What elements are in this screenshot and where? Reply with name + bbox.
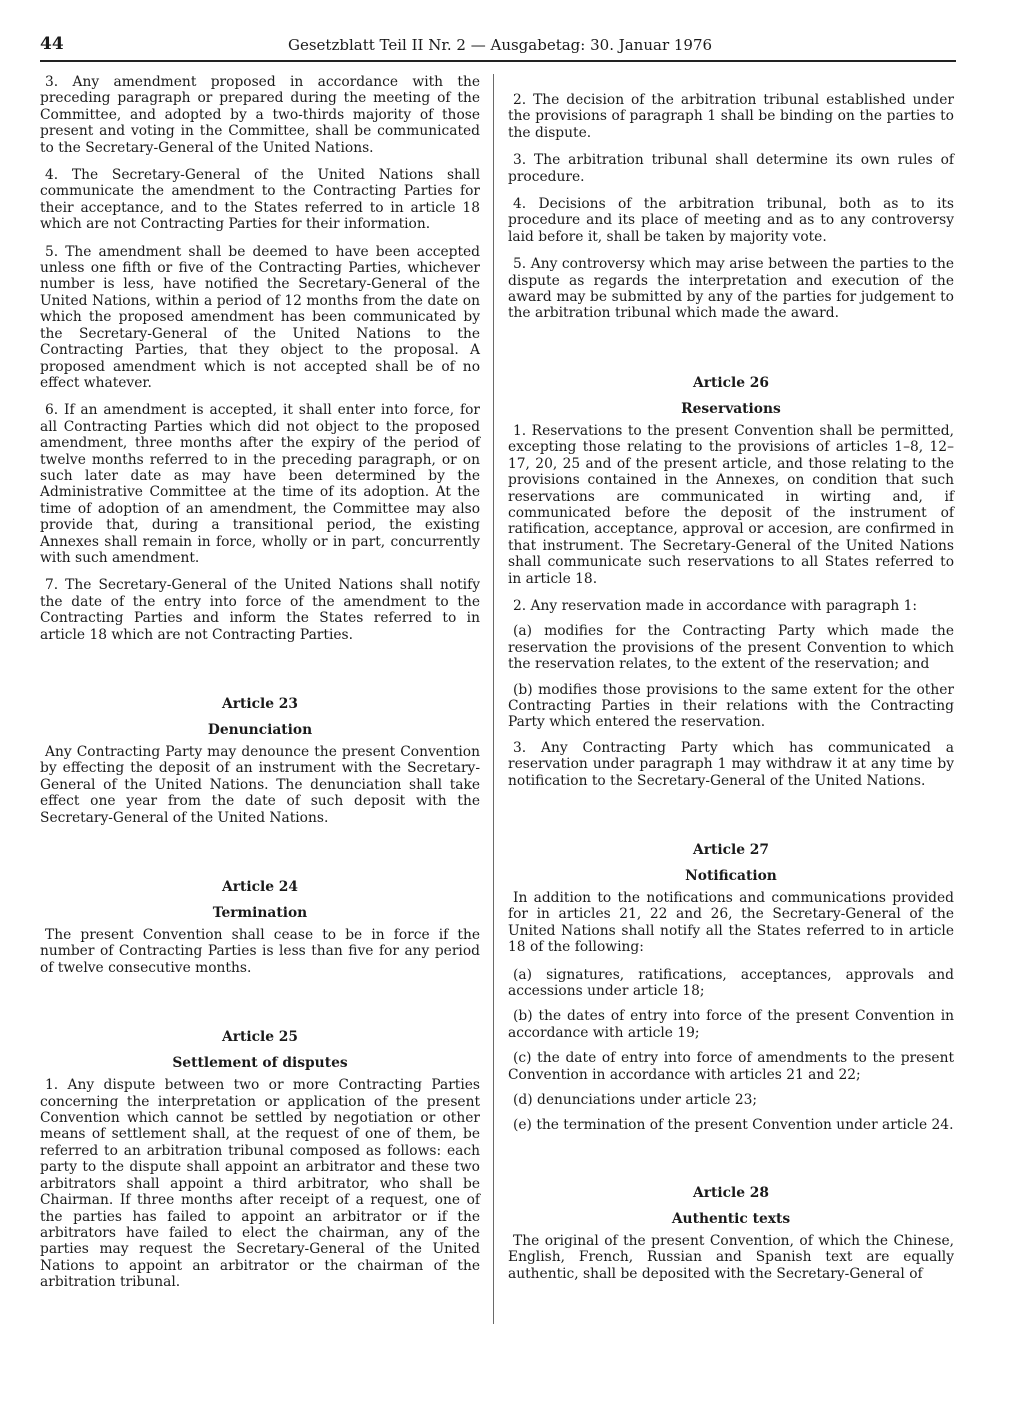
art22-para-6: 6. If an amendment is accepted, it shall enter into force, for all Contracting Parties which did not object to the proposed amendment, three months after the expiry of the period of twelve months referred to in the preceding paragraph, or on such later date as may have been determined by the Administrative Committee at the time of its adoption. At the time of adoption of an amendment, the Committee may also provide that, during a transitional period, the existing Annexes shall remain in force, wholly or in part, concurrently with such amendment. (40, 402, 480, 566)
art25-para-3: 3. The arbitration tribunal shall determine its own rules of procedure. (508, 152, 954, 185)
art26-item-b: (b) modifies those provisions to the same extent for the other Contracting Parties in their relations with the Contracting Party which entered the reservation. (508, 681, 954, 731)
article-27-title: Notification (685, 868, 777, 884)
art26-para-1: 1. Reservations to the present Convention shall be permitted, excepting those relating to the provisions of articles 1–8, 12–17, 20, 25 and of the present article, and those relating to the provisions contained in the Annexes, on condition that such reservations are communicated in wirting and, if communicated before the deposit of the instrument of ratification, acceptance, approval or accesion, are confirmed in that instrument. The Secretary-General of the United Nations shall communicate such reservations to all States referred to in article 18. (508, 422, 954, 587)
article-25-title: Settlement of disputes (172, 1055, 348, 1072)
art25-para-5: 5. Any controversy which may arise between the parties to the dispute as regards the interpretation and execution of the award may be submitted by any of the parties for judgement to the arbitration tribunal which made the award. (508, 256, 954, 322)
article-26-title: Reservations (681, 400, 781, 417)
page-number: 44 (40, 34, 64, 54)
article-27-number: Article 27 (692, 842, 769, 858)
art28-para-1: The original of the present Convention, of which the Chinese, English, French, Russian and Spanish text are equally authentic, shall be deposited with the Secretary-General of (508, 1232, 954, 1282)
article-28-title: Authentic texts (671, 1210, 791, 1227)
article-24-title: Termination (212, 905, 308, 922)
art22-para-5: 5. The amendment shall be deemed to have been accepted unless one fifth or five of the Contracting Parties, whichever number is less, have notified the Secretary-General of the United Nations, within a period of 12 months from the date on which the proposed amendment has been communicated by the Secretary-General of the United Nations to the Contracting Parties, that they object to the proposal. A proposed amendment which is not accepted shall be of no effect whatever. (40, 243, 480, 391)
art22-para-3: 3. Any amendment proposed in accordance with the preceding paragraph or prepared during the meeting of the Committee, and adopted by a two-thirds majority of those present and voting in the Committee, shall be communicated to the Secretary-General of the United Nations. (40, 74, 480, 156)
article-28-number: Article 28 (692, 1184, 769, 1201)
art27-item-c: (c) the date of entry into force of amendments to the present Convention in accordance with articles 21 and 22; (508, 1050, 954, 1083)
art27-item-e: (e) the termination of the present Convention under article 24. (513, 1117, 954, 1134)
header-rule (40, 60, 956, 62)
art27-item-a: (a) signatures, ratifications, acceptances, approvals and accessions under article 18; (508, 966, 954, 1000)
art26-para-2: 2. Any reservation made in accordance with paragraph 1: (513, 597, 918, 614)
art25-para-2: 2. The decision of the arbitration tribunal established under the provisions of paragraph 1 shall be binding on the parties to the dispute. (508, 92, 954, 141)
art27-item-b: (b) the dates of entry into force of the present Convention in accordance with article 19; (508, 1008, 954, 1041)
art26-item-a: (a) modifies for the Contracting Party which made the reservation the provisions of the present Convention to which the reservation relates, to the extent of the reservation; and (508, 623, 954, 673)
article-25-number: Article 25 (221, 1029, 298, 1046)
column-divider (493, 74, 494, 1324)
art27-item-d: (d) denunciations under article 23; (513, 1092, 758, 1109)
running-header: Gesetzblatt Teil II Nr. 2 — Ausgabetag: 30. Januar 1976 (288, 36, 713, 54)
right-column (508, 92, 954, 1293)
article-24-number: Article 24 (221, 879, 298, 896)
left-column (40, 74, 480, 1302)
art26-para-3: 3. Any Contracting Party which has communicated a reservation under paragraph 1 may withdraw it at any time by notification to the Secretary-General of the United Nations. (508, 739, 954, 789)
art27-intro: In addition to the notifications and communications provided for in articles 21, 22 and 26, the Secretary-General of the United Nations shall notify all the States referred to in article 18 of the following: (508, 890, 954, 956)
art25-para-4: 4. Decisions of the arbitration tribunal, both as to its procedure and its place of meeting and as to any controversy laid before it, shall be taken by majority vote. (508, 196, 954, 245)
article-23-number: Article 23 (221, 696, 298, 712)
article-23-title: Denunciation (207, 722, 313, 738)
art25-para-1: 1. Any dispute between two or more Contracting Parties concerning the interpretation or application of the present Convention which cannot be settled by negotiation or other means of settlement shall, at the request of one of them, be referred to an arbitration tribunal composed as follows: each party to the dispute shall appoint an arbitrator and these two arbitrators shall appoint a third arbitrator, who shall be Chairman. If three months after receipt of a request, one of the parties has failed to appoint an arbitrator or if the arbitrators have failed to elect the chairman, any of the parties may request the Secretary-General of the United Nations to appoint an arbitrator or the chairman of the arbitration tribunal. (40, 1077, 480, 1291)
art24-para-1: The present Convention shall cease to be in force if the number of Contracting Parties is less than five for any period of twelve consecutive months. (40, 927, 480, 976)
art22-para-4: 4. The Secretary-General of the United Nations shall communicate the amendment to the Contracting Parties for their acceptance, and to the States referred to in article 18 which are not Contracting Parties for their information. (40, 167, 480, 233)
art23-para-1: Any Contracting Party may denounce the present Convention by effecting the deposit of an instrument with the Secretary-General of the United Nations. The denunciation shall take effect one year from the date of such deposit with the Secretary-General of the United Nations. (40, 744, 480, 826)
article-26-number: Article 26 (692, 374, 769, 391)
art22-para-7: 7. The Secretary-General of the United Nations shall notify the date of the entry into force of the amendment to the Contracting Parties and inform the States referred to in article 18 which are not Contracting Parties. (40, 577, 480, 643)
